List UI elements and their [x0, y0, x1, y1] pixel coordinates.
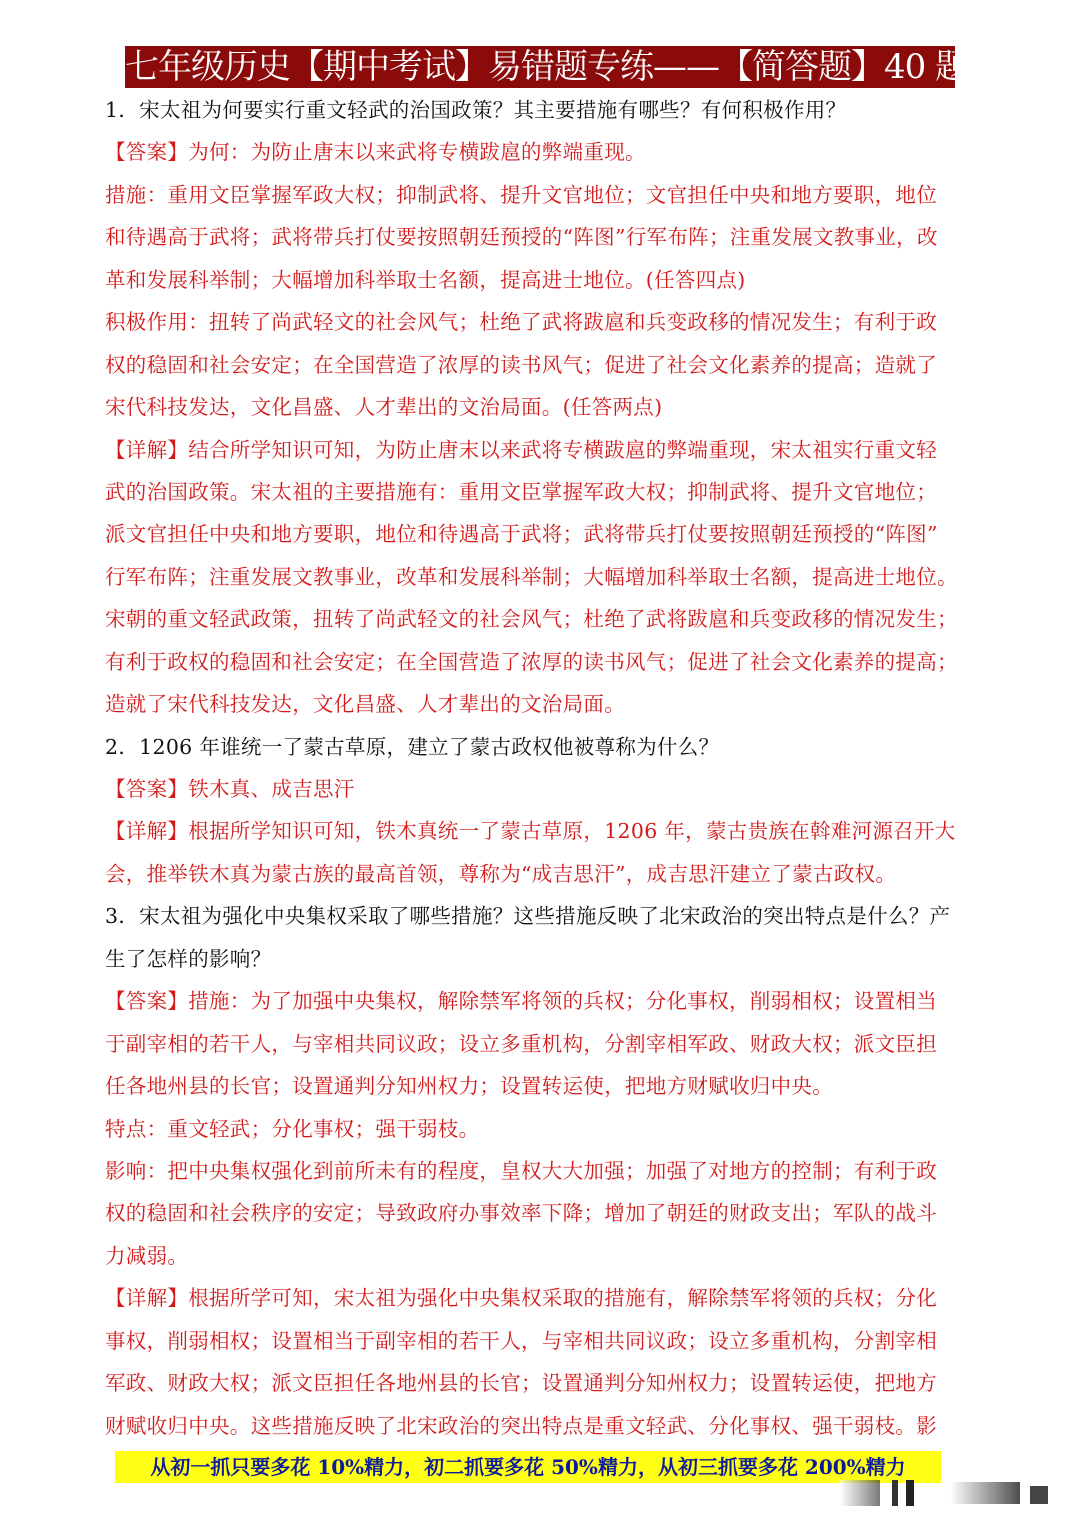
answer-line: 【详解】根据所学知识可知，铁木真统一了蒙古草原，1206 年，蒙古贵族在斡难河源召开大	[105, 819, 956, 844]
answer-line: 行军布阵；注重发展文教事业，改革和发展科举制；大幅增加科举取士名额，提高进士地位。	[105, 564, 958, 589]
question-line: 3．宋太祖为强化中央集权采取了哪些措施？这些措施反映了北宋政治的突出特点是什么？产	[105, 904, 951, 929]
answer-line: 【详解】结合所学知识可知，为防止唐末以来武将专横跋扈的弊端重现，宋太祖实行重文轻	[105, 437, 937, 462]
question-line: 1．宋太祖为何要实行重文轻武的治国政策？其主要措施有哪些？有何积极作用？	[105, 98, 847, 122]
answer-line: 【答案】措施：为了加强中央集权，解除禁军将领的兵权；分化事权，削弱相权；设置相当	[105, 989, 937, 1014]
answer-line: 措施：重用文臣掌握军政大权；抑制武将、提升文官地位；文官担任中央和地方要职，地位	[105, 182, 937, 207]
answer-line: 力减弱。	[105, 1243, 189, 1268]
answer-line: 军政、财政大权；派文臣担任各地州县的长官；设置通判分知州权力；设置转运使，把地方	[105, 1371, 937, 1396]
answer-line: 和待遇高于武将；武将带兵打仗要按照朝廷预授的“阵图”行军布阵；注重发展文教事业，改	[105, 225, 938, 250]
answer-line: 造就了宋代科技发达，文化昌盛、人才辈出的文治局面。	[105, 692, 625, 717]
answer-line: 于副宰相的若干人，与宰相共同议政；设立多重机构，分割宰相军政、财政大权；派文臣担	[105, 1031, 937, 1056]
answer-line: 特点：重文轻武；分化事权；强干弱枝。	[105, 1116, 480, 1141]
document-title: 七年级历史【期中考试】易错题专练——【简答题】40 题	[125, 47, 969, 87]
answer-line: 财赋收归中央。这些措施反映了北宋政治的突出特点是重文轻武、分化事权、强干弱枝。影	[105, 1413, 937, 1438]
answer-line: 【答案】为何：为防止唐末以来武将专横跋扈的弊端重现。	[105, 140, 646, 165]
answer-line: 会，推举铁木真为蒙古族的最高首领，尊称为“成吉思汗”，成吉思汗建立了蒙古政权。	[105, 861, 897, 886]
answer-line: 【详解】根据所学可知，宋太祖为强化中央集权采取的措施有，解除禁军将领的兵权；分化	[105, 1286, 937, 1311]
watermark-icon	[840, 1478, 1060, 1508]
answer-line: 积极作用：扭转了尚武轻文的社会风气；杜绝了武将跋扈和兵变政移的情况发生；有利于政	[105, 310, 937, 335]
answer-line: 权的稳固和社会秩序的安定；导致政府办事效率下降；增加了朝廷的财政支出；军队的战斗	[105, 1201, 937, 1226]
answer-line: 影响：把中央集权强化到前所未有的程度，皇权大大加强；加强了对地方的控制；有利于政	[105, 1158, 937, 1183]
answer-line: 有利于政权的稳固和社会安定；在全国营造了浓厚的读书风气；促进了社会文化素养的提高；	[105, 649, 958, 674]
answer-line: 派文官担任中央和地方要职，地位和待遇高于武将；武将带兵打仗要按照朝廷预授的“阵图”	[105, 522, 938, 547]
answer-line: 宋代科技发达，文化昌盛、人才辈出的文治局面。(任答两点)	[105, 395, 663, 420]
document-body	[105, 89, 985, 1447]
answer-line: 宋朝的重文轻武政策，扭转了尚武轻文的社会风气；杜绝了武将跋扈和兵变政移的情况发生；	[105, 607, 958, 632]
question-line: 生了怎样的影响？	[105, 946, 272, 971]
answer-line: 任各地州县的长官；设置通判分知州权力；设置转运使，把地方财赋收归中央。	[105, 1074, 833, 1099]
question-line: 2．1206 年谁统一了蒙古草原，建立了蒙古政权他被尊称为什么？	[105, 734, 720, 759]
answer-line: 武的治国政策。宋太祖的主要措施有：重用文臣掌握军政大权；抑制武将、提升文官地位；	[105, 479, 937, 504]
answer-line: 革和发展科举制；大幅增加科举取士名额，提高进士地位。(任答四点)	[105, 267, 746, 292]
answer-line: 权的稳固和社会安定；在全国营造了浓厚的读书风气；促进了社会文化素养的提高；造就了	[105, 352, 937, 377]
promo-banner: 从初一抓只要多花 10%精力，初二抓要多花 50%精力，从初三抓要多花 200%精力	[115, 1451, 941, 1483]
answer-line: 【答案】铁木真、成吉思汗	[105, 777, 355, 801]
answer-line: 事权，削弱相权；设置相当于副宰相的若干人，与宰相共同议政；设立多重机构，分割宰相	[105, 1328, 937, 1353]
